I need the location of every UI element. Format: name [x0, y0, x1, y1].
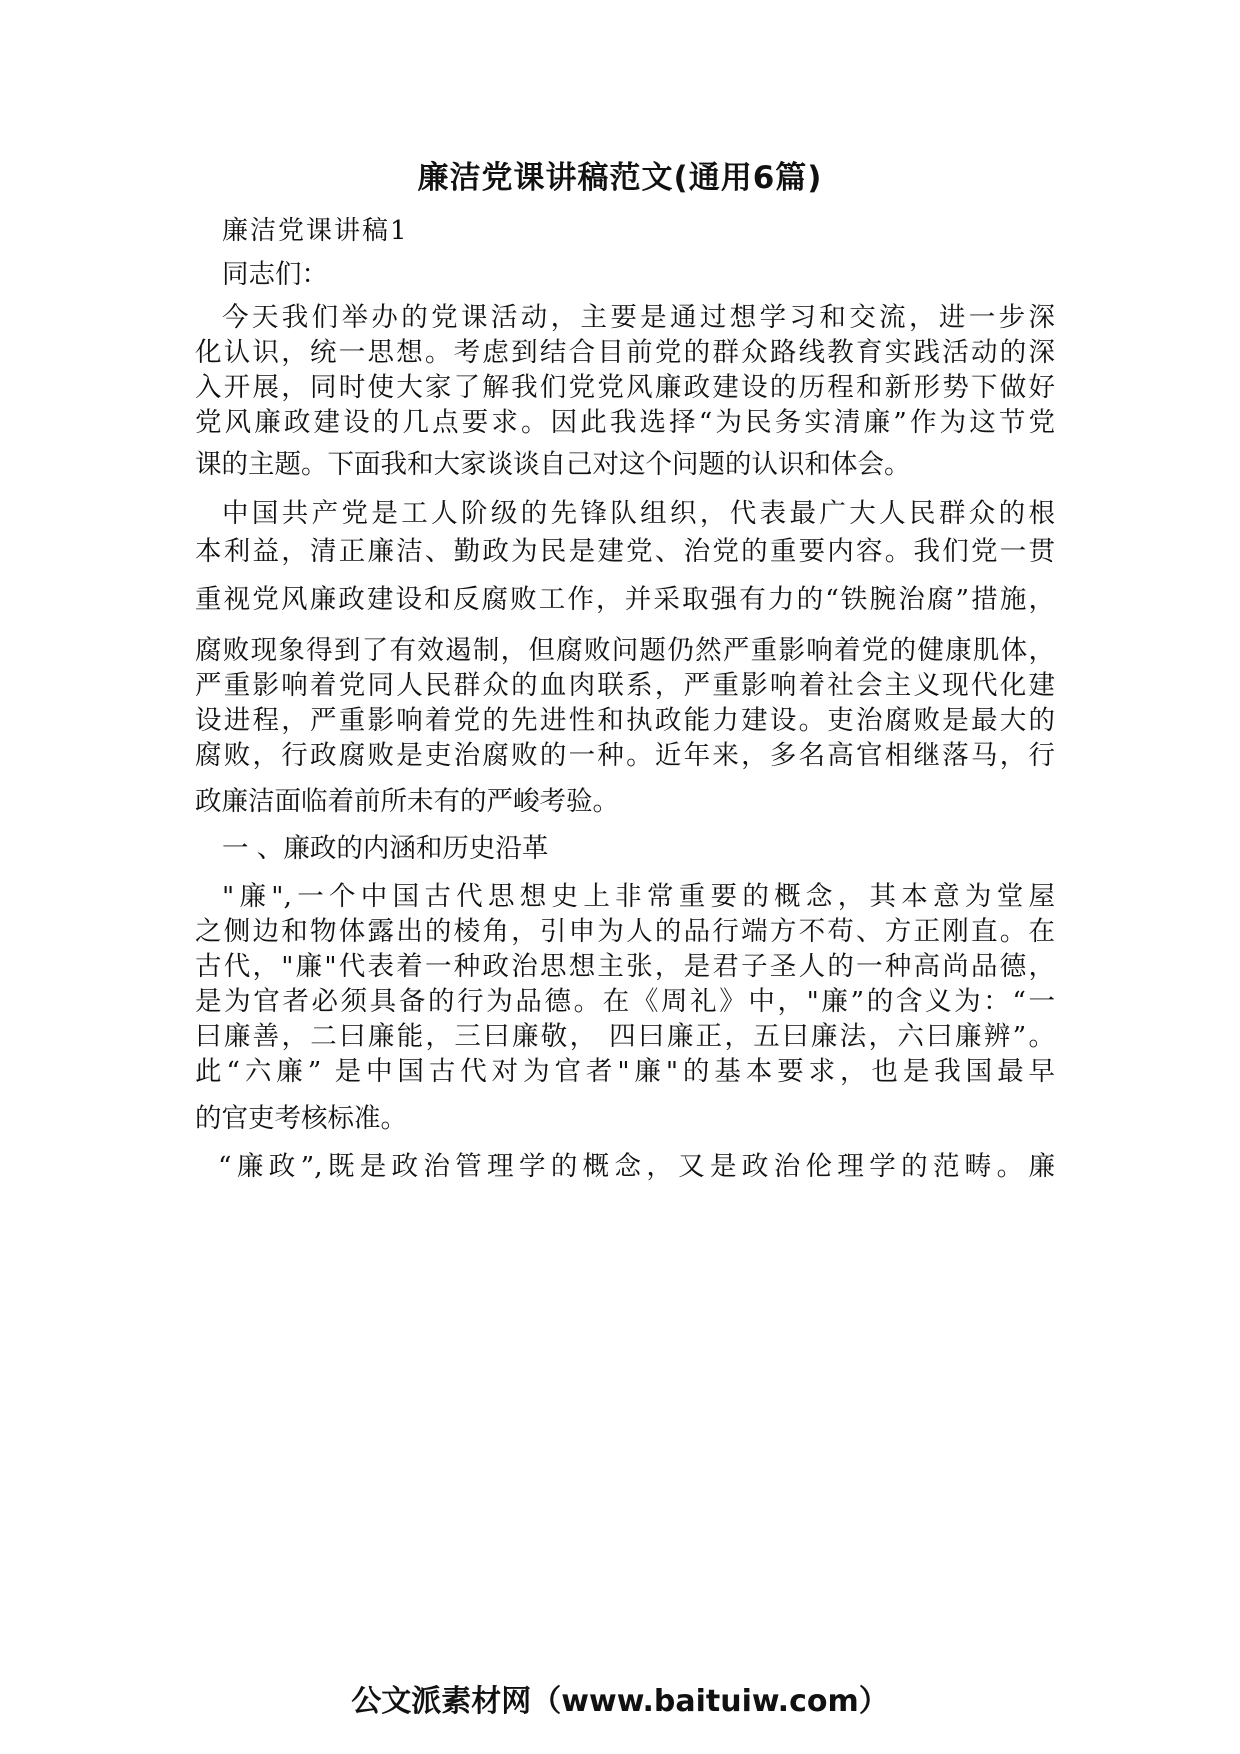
salutation: 同志们： — [222, 259, 328, 290]
paragraph-line: 之侧边和物体露出的棱角，引申为人的品行端方不苟、方正刚直。在 — [195, 916, 1055, 947]
paragraph-line: 入开展，同时使大家了解我们党党风廉政建设的历程和新形势下做好 — [195, 372, 1055, 403]
footer-watermark: 公文派素材网（www.baituiw.com） — [351, 1684, 889, 1719]
paragraph-line: 古代，"廉"代表着一种政治思想主张，是君子圣人的一种高尚品德， — [195, 951, 1055, 982]
paragraph-line: 设进程，严重影响着党的先进性和执政能力建设。吏治腐败是最大的 — [195, 705, 1055, 736]
paragraph-line: 的官吏考核标准。 — [195, 1103, 407, 1134]
paragraph-line: 化认识，统一思想。考虑到结合目前党的群众路线教育实践活动的深 — [195, 337, 1055, 368]
paragraph-line: 是为官者必须具备的行为品德。在《周礼》中，"廉”的含义为：“一 — [195, 986, 1055, 1017]
paragraph-line: 此“六廉” 是中国古代对为官者"廉"的基本要求，也是我国最早 — [195, 1056, 1055, 1087]
paragraph-line: 课的主题。下面我和大家谈谈自己对这个问题的认识和体会。 — [195, 449, 911, 480]
paragraph-line: 重视党风廉政建设和反腐败工作，并采取强有力的“铁腕治腐”措施， — [195, 584, 1055, 615]
section-subtitle: 廉洁党课讲稿1 — [222, 216, 409, 246]
paragraph-line: 今天我们举办的党课活动，主要是通过想学习和交流，进一步深 — [222, 302, 1055, 333]
paragraph-line: "廉",一个中国古代思想史上非常重要的概念，其本意为堂屋 — [222, 881, 1055, 912]
paragraph-line: 腐败，行政腐败是吏治腐败的一种。近年来，多名高官相继落马，行 — [195, 740, 1055, 771]
paragraph-line: 严重影响着党同人民群众的血肉联系，严重影响着社会主义现代化建 — [195, 670, 1055, 701]
paragraph-line: 腐败现象得到了有效遏制，但腐败问题仍然严重影响着党的健康肌体， — [195, 635, 1055, 666]
paragraph-line: 本利益，清正廉洁、勤政为民是建党、治党的重要内容。我们党一贯 — [195, 536, 1055, 567]
paragraph-line: 政廉洁面临着前所未有的严峻考验。 — [195, 786, 619, 817]
paragraph-line: “廉政”,既是政治管理学的概念，又是政治伦理学的范畴。廉 — [218, 1151, 1055, 1182]
document-title: 廉洁党课讲稿范文(通用6篇) — [417, 160, 823, 196]
paragraph-line: 中国共产党是工人阶级的先锋队组织，代表最广大人民群众的根 — [222, 498, 1055, 529]
paragraph-line: 党风廉政建设的几点要求。因此我选择“为民务实清廉”作为这节党 — [195, 407, 1055, 438]
section-heading: 一 、廉政的内涵和历史沿革 — [222, 833, 549, 864]
paragraph-line: 曰廉善，二曰廉能，三曰廉敬， 四曰廉正，五曰廉法，六曰廉辨”。 — [195, 1021, 1055, 1052]
